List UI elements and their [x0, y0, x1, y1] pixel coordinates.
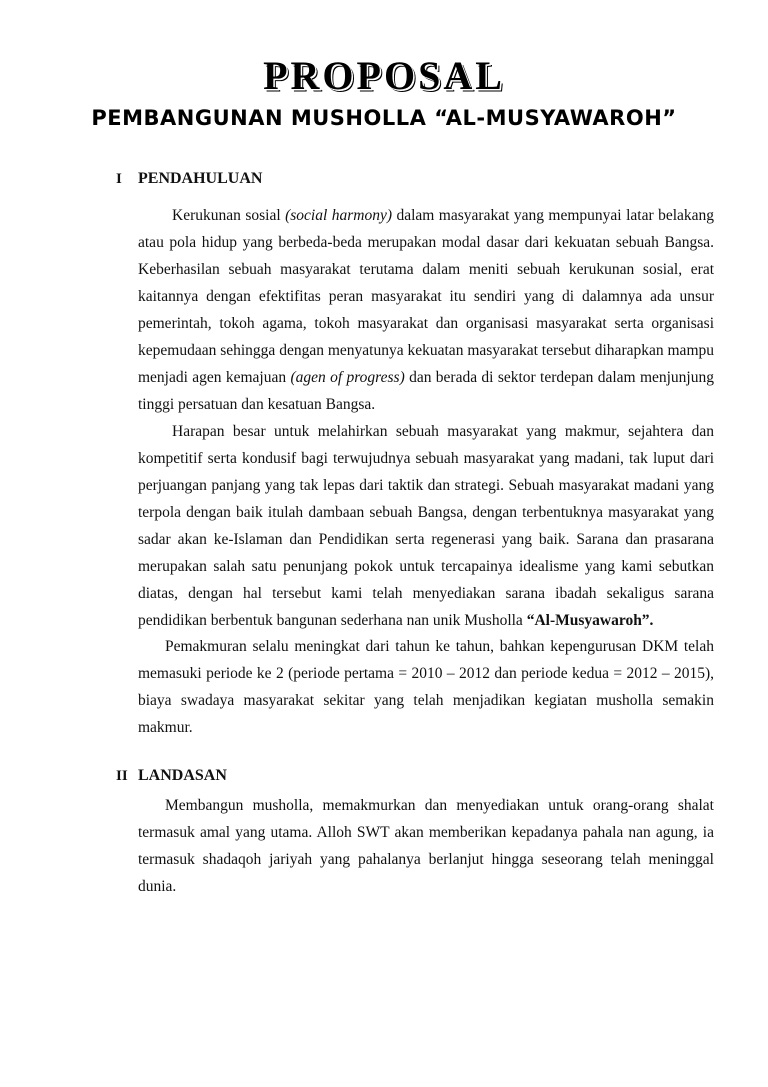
- text-line: [138, 418, 714, 445]
- text: perjuangan panjang yang tak lepas dari taktik dan strategi. Sebuah masyarakat madani yang: [138, 477, 714, 494]
- text: kompetitif serta kondusif bagi terwujudnya sebuah masyarakat yang madani, tak luput dari: [138, 450, 714, 467]
- text: kaitannya dengan efektifitas peran masyarakat itu sendiri yang di dalamnya ada unsur: [138, 288, 714, 305]
- text: tinggi persatuan dan kesatuan Bangsa.: [138, 396, 376, 413]
- text: terpola dengan baik itulah dambaan sebuah Bangsa, dengan terbentuknya masyarakat yang: [138, 504, 714, 521]
- text: memasuki periode ke 2 (periode pertama = 2010 – 2012 dan periode kedua = 2012 – 2015),: [138, 665, 714, 682]
- paragraph: [138, 418, 714, 634]
- text: Kerukunan sosial: [172, 207, 286, 224]
- text: makmur.: [138, 719, 193, 736]
- text-line: [138, 283, 714, 310]
- text-line: [138, 310, 714, 337]
- text-line: [138, 553, 714, 580]
- text-line: [138, 660, 714, 687]
- text-line: [138, 687, 714, 714]
- paragraph: [138, 792, 714, 900]
- text-line: [138, 846, 714, 873]
- text: biaya swadaya masyarakat sekitar yang telah menjadikan kegiatan musholla semakin: [138, 692, 714, 709]
- text-line: [138, 391, 714, 418]
- paragraph: [138, 633, 714, 741]
- section-number: II: [116, 768, 128, 784]
- text-line: [138, 337, 714, 364]
- text: Membangun musholla, memakmurkan dan menyediakan untuk orang-orang shalat: [165, 797, 714, 814]
- text-line: [138, 499, 714, 526]
- text: kepemudaan sehingga dengan menyatunya kekuatan masyarakat tersebut diharapkan mampu: [138, 342, 714, 359]
- section-heading-landasan: LANDASAN: [138, 767, 227, 784]
- text: termasuk amal yang utama. Alloh SWT akan memberikan kepadanya pahala nan agung, ia: [138, 824, 714, 841]
- text: Harapan besar untuk melahirkan sebuah masyarakat yang makmur, sejahtera dan: [172, 423, 714, 440]
- text: pendidikan berbentuk bangunan sederhana nan unik Musholla: [138, 612, 527, 629]
- text: atau pola hidup yang berbeda-beda merupakan modal dasar dari kekuatan sebuah Bangsa.: [138, 234, 714, 251]
- paragraph: [138, 202, 714, 418]
- text: sadar akan ke-Islaman dan Pendidikan serta regenerasi yang baik. Sarana dan prasarana: [138, 531, 714, 548]
- text: dan berada di sektor terdepan dalam menjunjung: [404, 369, 714, 386]
- italic-text: (social harmony): [285, 207, 393, 224]
- italic-text: (agen of progress): [290, 369, 405, 386]
- text-line: [138, 607, 714, 634]
- text-line: [138, 792, 714, 819]
- text-line: [138, 580, 714, 607]
- text-line: [138, 714, 714, 741]
- text-line: [138, 472, 714, 499]
- section-heading-pendahuluan: PENDAHULUAN: [138, 170, 263, 187]
- text-line: [138, 256, 714, 283]
- text-line: [138, 526, 714, 553]
- text-line: [138, 445, 714, 472]
- document-subtitle: PEMBANGUNAN MUSHOLLA “AL-MUSYAWAROH”: [91, 106, 677, 130]
- bold-text: “Al-Musyawaroh”.: [526, 612, 654, 629]
- text: merupakan salah satu penunjang pokok untuk tercapainya idealisme yang kami sebutkan: [138, 558, 714, 575]
- text: diatas, dengan hal tersebut kami telah menyediakan sarana ibadah sekaligus sarana: [138, 585, 714, 602]
- text-line: [138, 202, 714, 229]
- text: menjadi agen kemajuan: [138, 369, 291, 386]
- text: pemerintah, tokoh agama, tokoh masyarakat dan organisasi masyarakat serta organisasi: [138, 315, 714, 332]
- text: termasuk shadaqoh jariyah yang pahalanya berlanjut hingga seseorang telah meninggal: [138, 851, 714, 868]
- text-line: [138, 229, 714, 256]
- text-line: [138, 633, 714, 660]
- text-line: [138, 873, 714, 900]
- text-line: [138, 819, 714, 846]
- section-number: I: [116, 171, 122, 187]
- text: Pemakmuran selalu meningkat dari tahun ke tahun, bahkan kepengurusan DKM telah: [165, 638, 714, 655]
- text: dalam masyarakat yang mempunyai latar belakang: [392, 207, 715, 224]
- text: dunia.: [138, 878, 177, 895]
- text-line: [138, 364, 714, 391]
- document-title: PROPOSAL: [263, 53, 505, 98]
- text: Keberhasilan sebuah masyarakat terutama dalam meniti sebuah kerukunan sosial, erat: [138, 261, 714, 278]
